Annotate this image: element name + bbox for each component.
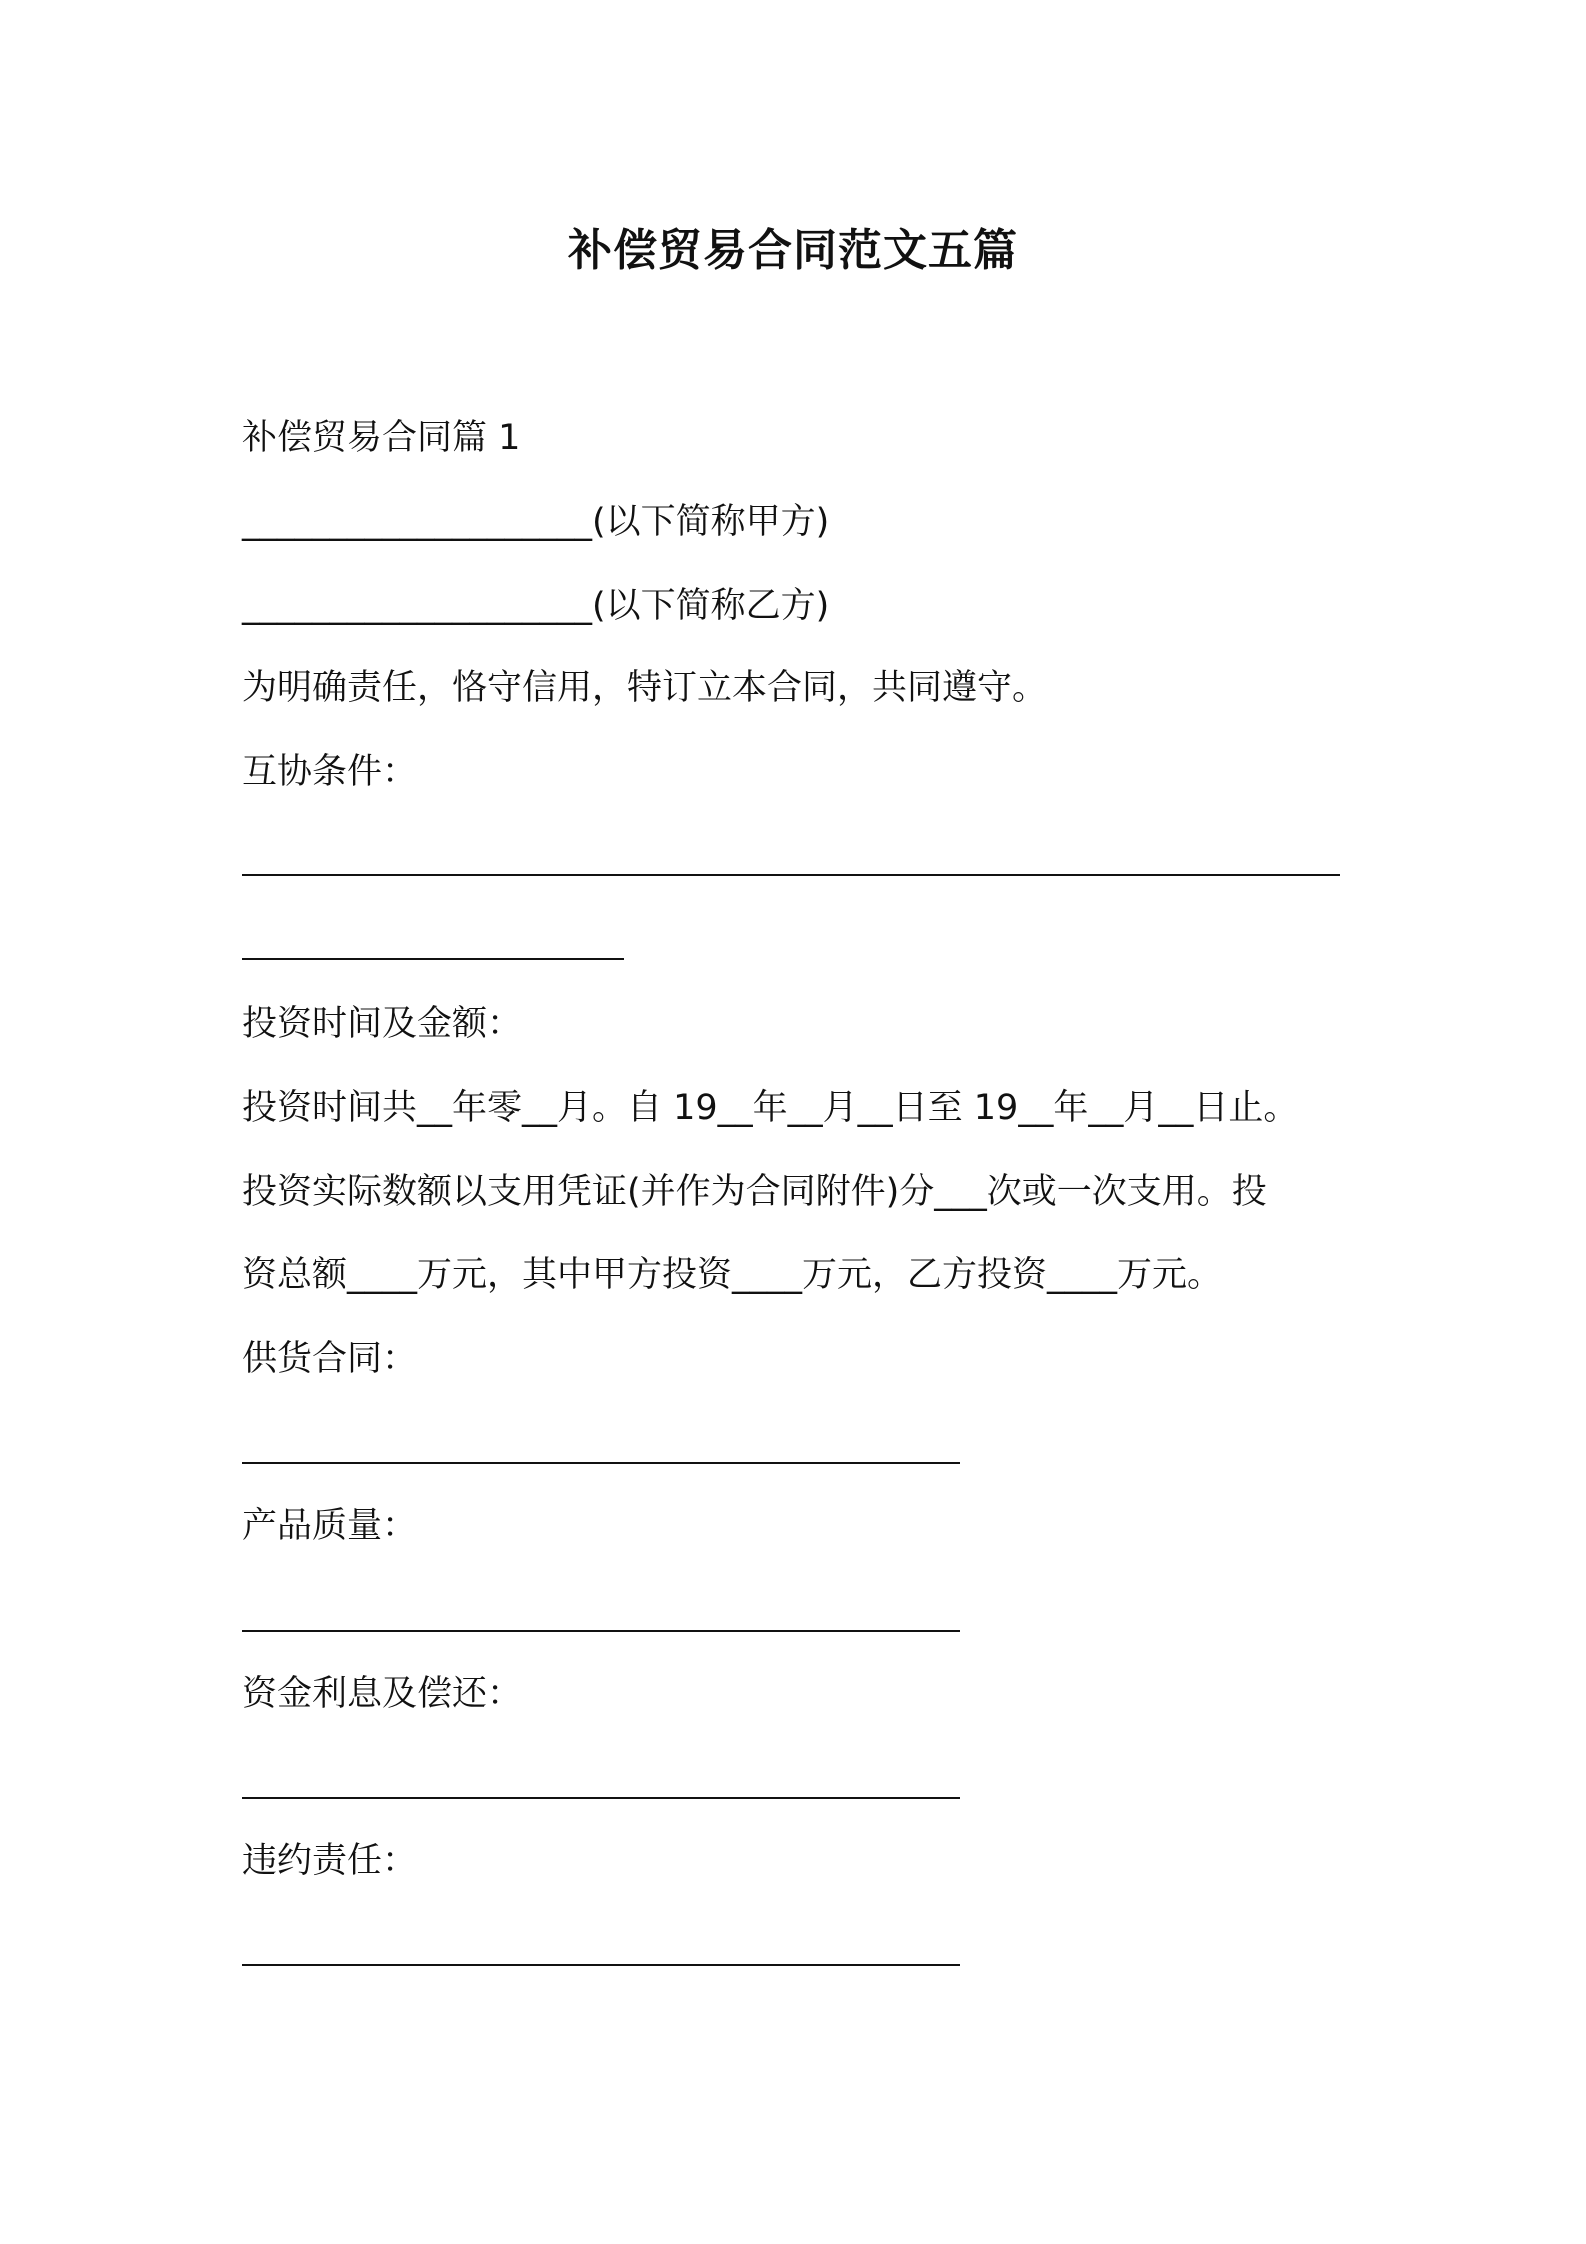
cooperation-blank-line-1 bbox=[242, 874, 1340, 876]
breach-blank-line bbox=[242, 1964, 960, 1966]
clause-breach-label: 违约责任： bbox=[242, 1841, 418, 1881]
document-title: 补偿贸易合同范文五篇 bbox=[568, 225, 1018, 276]
preamble-text: 为明确责任，恪守信用，特订立本合同，共同遵守。 bbox=[242, 668, 1048, 708]
section-heading: 补偿贸易合同篇 1 bbox=[242, 418, 521, 458]
investment-period-text: 投资时间共__年零__月。自 19__年__月__日至 19__年__月__日止。 bbox=[242, 1088, 1299, 1128]
supply-blank-line bbox=[242, 1462, 960, 1464]
quality-blank-line bbox=[242, 1630, 960, 1632]
clause-cooperation-label: 互协条件： bbox=[242, 752, 418, 792]
clause-supply-label: 供货合同： bbox=[242, 1339, 418, 1379]
clause-quality-label: 产品质量： bbox=[242, 1506, 418, 1546]
clause-interest-label: 资金利息及偿还： bbox=[242, 1674, 523, 1714]
clause-investment-label: 投资时间及金额： bbox=[242, 1004, 523, 1044]
party-b-line: ____________________(以下简称乙方) bbox=[242, 586, 830, 626]
investment-amount-text-2: 资总额____万元，其中甲方投资____万元，乙方投资____万元。 bbox=[242, 1255, 1223, 1295]
cooperation-blank-line-2 bbox=[242, 958, 624, 960]
investment-amount-text-1: 投资实际数额以支用凭证(并作为合同附件)分___次或一次支用。投 bbox=[242, 1172, 1267, 1212]
interest-blank-line bbox=[242, 1797, 960, 1799]
party-a-line: ____________________(以下简称甲方) bbox=[242, 502, 830, 542]
